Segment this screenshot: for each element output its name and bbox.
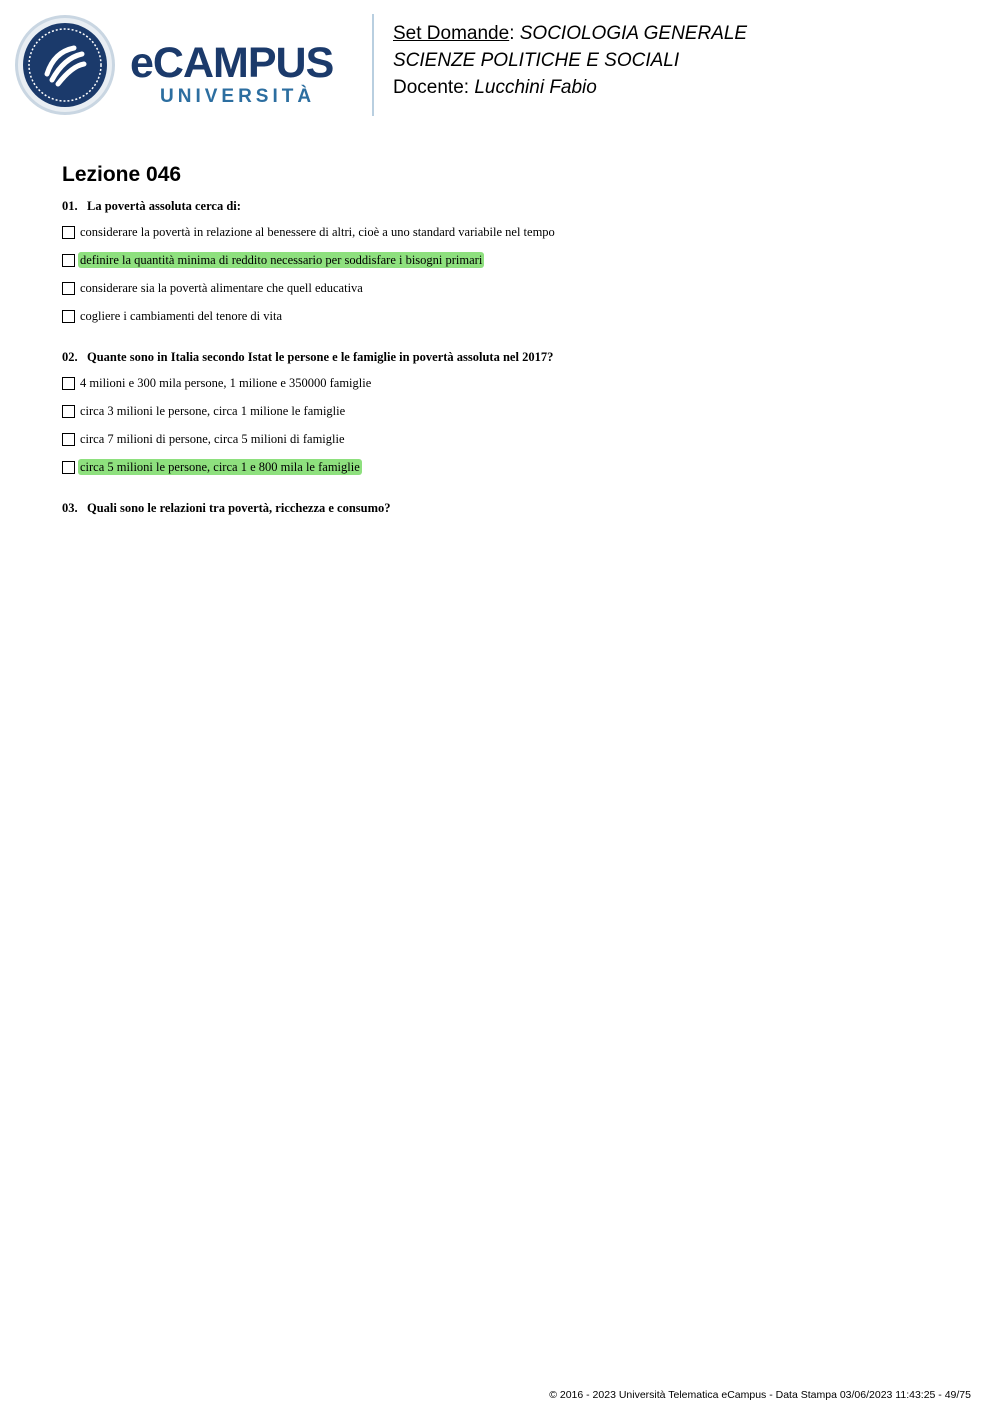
program-line bbox=[393, 47, 747, 74]
logo-text: eCAMPUS bbox=[130, 39, 334, 87]
answer-checkbox[interactable] bbox=[62, 254, 75, 267]
answer-text: considerare sia la povertà alimentare che quell educativa bbox=[80, 281, 363, 295]
page-header bbox=[0, 0, 1000, 130]
ecampus-wordmark bbox=[130, 40, 360, 110]
question-3 bbox=[62, 500, 391, 516]
answer-option[interactable] bbox=[62, 431, 347, 447]
answer-checkbox[interactable] bbox=[62, 461, 75, 474]
answer-option[interactable] bbox=[62, 375, 373, 391]
teacher-line bbox=[393, 74, 747, 101]
question-2 bbox=[62, 349, 553, 365]
answer-text: cogliere i cambiamenti del tenore di vita bbox=[80, 309, 283, 323]
answer-option-correct[interactable] bbox=[62, 459, 362, 475]
question-number: 03. bbox=[62, 501, 78, 515]
answer-checkbox[interactable] bbox=[62, 405, 75, 418]
question-number: 01. bbox=[62, 199, 78, 213]
question-1 bbox=[62, 198, 241, 214]
answer-option[interactable] bbox=[62, 403, 347, 419]
course-name: SOCIOLOGIA GENERALE bbox=[519, 23, 748, 44]
program-name: SCIENZE POLITICHE E SOCIALI bbox=[393, 50, 680, 71]
teacher-label: Docente: bbox=[393, 77, 470, 98]
question-text: Quali sono le relazioni tra povertà, ricchezza e consumo? bbox=[87, 501, 391, 515]
course-info bbox=[393, 20, 747, 101]
header-divider bbox=[372, 14, 374, 116]
answer-option[interactable] bbox=[62, 224, 557, 240]
answer-text-highlighted: circa 5 milioni le persone, circa 1 e 800 mila le famiglie bbox=[80, 460, 360, 474]
answer-checkbox[interactable] bbox=[62, 377, 75, 390]
answer-text: circa 7 milioni di persone, circa 5 milioni di famiglie bbox=[80, 432, 345, 446]
answer-checkbox[interactable] bbox=[62, 433, 75, 446]
question-text: Quante sono in Italia secondo Istat le persone e le famiglie in povertà assoluta nel 2017? bbox=[87, 350, 554, 364]
answer-text: 4 milioni e 300 mila persone, 1 milione e 350000 famiglie bbox=[80, 376, 372, 390]
page-footer: © 2016 - 2023 Università Telematica eCampus - Data Stampa 03/06/2023 11:43:25 - 49/75 bbox=[549, 1389, 971, 1401]
teacher-name: Lucchini Fabio bbox=[474, 77, 597, 98]
set-label: Set Domande bbox=[393, 23, 510, 44]
answer-checkbox[interactable] bbox=[62, 226, 75, 239]
answer-checkbox[interactable] bbox=[62, 310, 75, 323]
lesson-title: Lezione 046 bbox=[62, 163, 182, 186]
answer-text-highlighted: definire la quantità minima di reddito necessario per soddisfare i bisogni primari bbox=[80, 253, 483, 267]
set-colon: : bbox=[509, 23, 515, 44]
answer-option[interactable] bbox=[62, 280, 365, 296]
set-line bbox=[393, 20, 747, 47]
answer-text: considerare la povertà in relazione al benessere di altri, cioè a uno standard variabile nel tempo bbox=[80, 225, 555, 239]
question-text: La povertà assoluta cerca di: bbox=[87, 199, 241, 213]
logo-subtext: UNIVERSITÀ bbox=[160, 86, 316, 107]
question-number: 02. bbox=[62, 350, 78, 364]
answer-option[interactable] bbox=[62, 308, 284, 324]
ecampus-seal-logo-icon bbox=[14, 14, 116, 116]
answer-checkbox[interactable] bbox=[62, 282, 75, 295]
answer-text: circa 3 milioni le persone, circa 1 milione le famiglie bbox=[80, 404, 346, 418]
answer-option-correct[interactable] bbox=[62, 252, 484, 268]
